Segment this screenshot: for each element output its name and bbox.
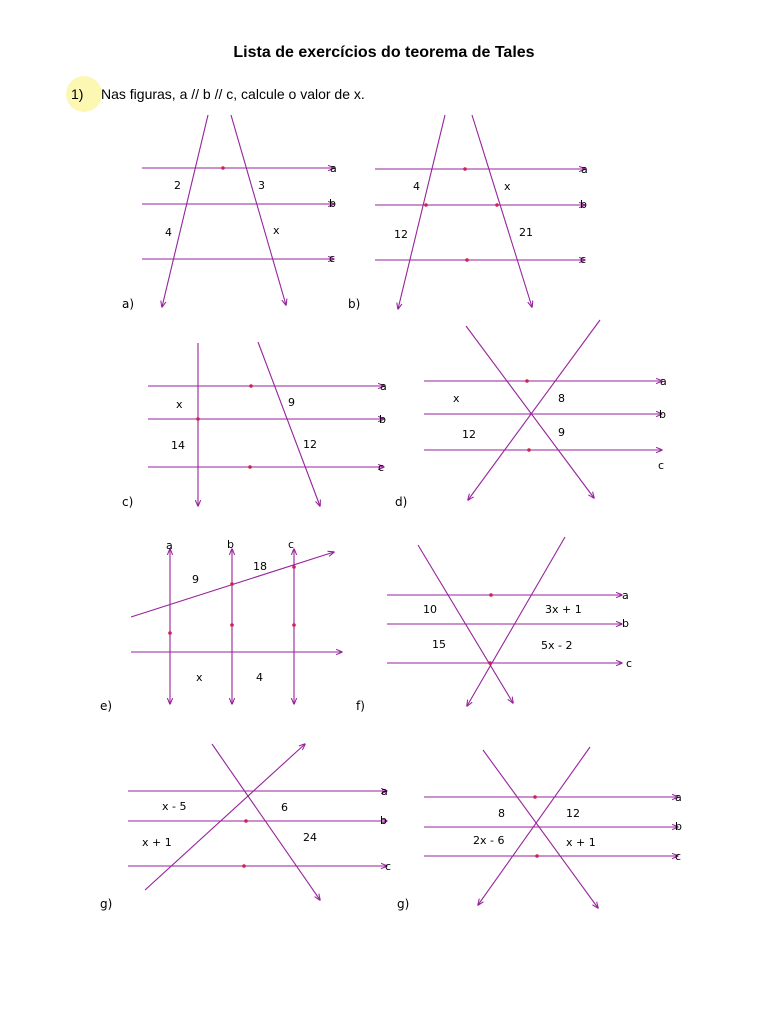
intersection-dot <box>292 565 296 569</box>
segment-label: x <box>504 180 511 193</box>
intersection-dot <box>525 379 529 383</box>
transversal-line <box>472 115 532 307</box>
line-label-a: a <box>622 589 629 602</box>
intersection-dot <box>424 203 428 207</box>
intersection-dot <box>242 864 246 868</box>
segment-label: 9 <box>192 573 199 586</box>
segment-label: 21 <box>519 226 533 239</box>
intersection-dot <box>221 166 225 170</box>
segment-label: 15 <box>432 638 446 651</box>
figure-caption: d) <box>395 495 408 509</box>
transversal-line <box>468 320 600 500</box>
segment-label: 12 <box>394 228 408 241</box>
segment-label: 9 <box>288 396 295 409</box>
intersection-dot <box>527 448 531 452</box>
segment-label: 4 <box>256 671 263 684</box>
worksheet-title: Lista de exercícios do teorema de Tales <box>233 44 535 61</box>
transversal-line <box>231 115 286 305</box>
intersection-dot <box>495 203 499 207</box>
figure-e <box>100 538 342 713</box>
segment-label: x <box>176 398 183 411</box>
line-label-a: a <box>581 163 588 176</box>
transversal-line <box>212 744 320 900</box>
figure-h <box>397 747 682 911</box>
line-label-c: c <box>288 538 295 551</box>
intersection-dot <box>230 582 234 586</box>
segment-label: 18 <box>253 560 267 573</box>
figure-f <box>356 537 632 713</box>
line-label-a: a <box>330 162 337 175</box>
figure-c <box>122 342 387 509</box>
figure-caption: b) <box>348 297 361 311</box>
intersection-dot <box>465 258 469 262</box>
intersection-dot <box>244 819 248 823</box>
transversal-line <box>478 747 590 905</box>
figure-caption: a) <box>122 297 135 311</box>
figure-a <box>122 115 337 311</box>
line-label-c: c <box>580 253 587 266</box>
figure-b <box>348 115 588 311</box>
line-label-c: c <box>675 850 682 863</box>
question-number: 1) <box>71 86 84 102</box>
transversal-line <box>162 115 208 307</box>
segment-label: 12 <box>303 438 317 451</box>
line-label-b: b <box>329 197 336 210</box>
intersection-dot <box>248 465 252 469</box>
segment-label: 3 <box>258 179 265 192</box>
figure-g <box>100 744 391 911</box>
line-label-b: b <box>580 198 587 211</box>
figure-d <box>395 320 667 509</box>
transversal-line <box>483 750 598 908</box>
line-label-c: c <box>378 461 385 474</box>
line-label-c: c <box>658 459 665 472</box>
line-label-a: a <box>380 380 387 393</box>
figure-caption: c) <box>122 495 134 509</box>
figure-caption: g) <box>100 897 113 911</box>
line-label-b: b <box>379 413 386 426</box>
segment-label: x <box>453 392 460 405</box>
intersection-dot <box>249 384 253 388</box>
segment-label: 10 <box>423 603 437 616</box>
line-label-c: c <box>626 657 633 670</box>
segment-label: x + 1 <box>566 836 596 849</box>
segment-label: x - 5 <box>162 800 187 813</box>
line-label-b: b <box>227 538 234 551</box>
intersection-dot <box>535 854 539 858</box>
line-label-a: a <box>660 375 667 388</box>
segment-label: 8 <box>558 392 565 405</box>
intersection-dot <box>489 593 493 597</box>
line-label-b: b <box>675 820 682 833</box>
figure-caption: f) <box>356 699 365 713</box>
line-label-b: b <box>622 617 629 630</box>
segment-label: 6 <box>281 801 288 814</box>
intersection-dot <box>533 795 537 799</box>
segment-label: 2 <box>174 179 181 192</box>
intersection-dot <box>292 623 296 627</box>
segment-label: 4 <box>165 226 172 239</box>
figure-caption: g) <box>397 897 410 911</box>
line-label-a: a <box>675 791 682 804</box>
intersection-dot <box>168 631 172 635</box>
segment-label: 24 <box>303 831 317 844</box>
segment-label: 8 <box>498 807 505 820</box>
line-label-b: b <box>380 814 387 827</box>
transversal-line <box>258 342 320 506</box>
transversal-line <box>145 744 305 890</box>
line-label-c: c <box>329 252 336 265</box>
line-label-b: b <box>659 408 666 421</box>
segment-label: 3x + 1 <box>545 603 582 616</box>
segment-label: 2x - 6 <box>473 834 505 847</box>
segment-label: x + 1 <box>142 836 172 849</box>
line-label-c: c <box>385 860 392 873</box>
segment-label: 5x - 2 <box>541 639 573 652</box>
segment-label: 14 <box>171 439 185 452</box>
transversal-line <box>398 115 445 309</box>
segment-label: 12 <box>462 428 476 441</box>
line-label-a: a <box>166 539 173 552</box>
figure-caption: e) <box>100 699 113 713</box>
segment-label: x <box>273 224 280 237</box>
line-label-a: a <box>381 785 388 798</box>
segment-label: 12 <box>566 807 580 820</box>
intersection-dot <box>463 167 467 171</box>
question-text: Nas figuras, a // b // c, calcule o valor de x. <box>101 86 365 102</box>
segment-label: 4 <box>413 180 420 193</box>
intersection-dot <box>196 417 200 421</box>
transversal-line <box>466 326 594 498</box>
intersection-dot <box>488 661 492 665</box>
transversal-line <box>467 537 565 706</box>
segment-label: x <box>196 671 203 684</box>
intersection-dot <box>230 623 234 627</box>
segment-label: 9 <box>558 426 565 439</box>
